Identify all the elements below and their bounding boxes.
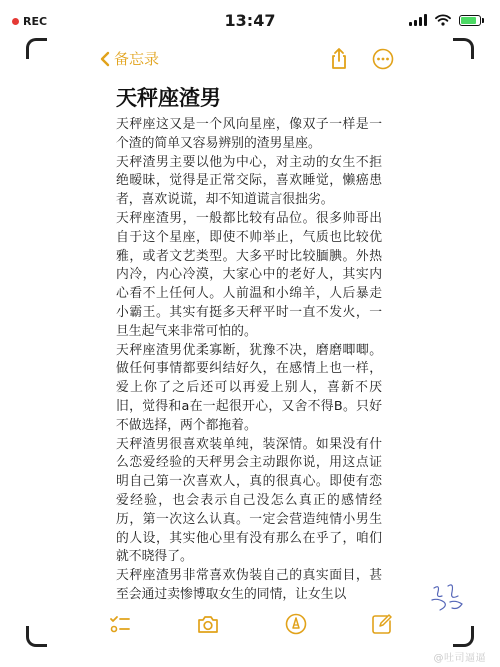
status-bar [0, 0, 500, 40]
rec-label: REC [23, 15, 48, 28]
checklist-button[interactable] [108, 612, 132, 636]
share-icon [330, 48, 348, 70]
camera-button[interactable] [196, 612, 220, 636]
note-paragraph: 天秤座这又是一个风向星座，像双子一样是一个渣的简单又容易辨别的渣男星座。 [116, 117, 382, 151]
note-title: 天秤座渣男 [116, 86, 221, 110]
wifi-icon [435, 14, 451, 26]
back-button[interactable] [100, 48, 159, 69]
pen-circle-icon [285, 613, 307, 635]
markup-button[interactable] [284, 612, 308, 636]
share-button[interactable] [326, 46, 352, 72]
note-paragraph: 天秤座渣男非常喜欢伪装自己的真实面目，甚至会通过卖惨博取女生的同情，让女生以 [116, 568, 382, 602]
chevron-left-icon [100, 51, 110, 67]
watermark: @吐司逼逼 [433, 653, 486, 664]
clock: 13:47 [224, 11, 276, 30]
more-button[interactable] [370, 46, 396, 72]
note-paragraph: 天秤座渣男，一般都比较有品位。很多帅哥出自于这个星座，即使不帅举止，气质也比较优雅，或者文艺类型。大多平时比较腼腆。外热内冷，内心冷漠，大家心中的老好人，其实内心看不上任何人。人前温和小绵羊，人后暴走小霸王。其实有挺多天秤平时一直不发火，一旦生起气来非常可怕的。 [116, 210, 382, 339]
battery-fill [461, 17, 476, 24]
note-body[interactable] [116, 84, 382, 606]
more-icon [372, 48, 394, 70]
camera-icon [196, 614, 220, 634]
back-label: 备忘录 [114, 50, 160, 68]
note-paragraph: 天秤座渣男优柔寡断，犹豫不决，磨磨唧唧。做任何事情都要纠结好久，在感情上也一样，爱上你了之后还可以再爱上别人，喜新不厌旧，觉得和a在一起很开心，又舍不得B。只好不做选择，两个都拖着。 [116, 342, 382, 433]
battery-icon [459, 15, 484, 26]
status-icons [409, 14, 484, 26]
signal-icon [409, 14, 427, 26]
note-paragraph: 天秤渣男很喜欢装单纯，装深情。如果没有什么恋爱经验的天秤男会主动跟你说，用这点证明自己第一次喜欢人，真的很真心。即使有恋爱经验，也会表示自己没怎么真正的感情经历，第一次这么认真。一定会营造纯情小男生的人设，其实他心里有没有那么在乎了，咱们就不晓得了。 [116, 436, 382, 565]
nav-bar [0, 44, 500, 76]
bottom-toolbar [0, 608, 500, 638]
compose-button[interactable] [370, 612, 394, 636]
compose-icon [371, 613, 393, 635]
note-paragraph: 天秤渣男主要以他为中心，对主动的女生不拒绝暧昧，觉得是正常交际，喜欢睡觉，懒癌患者，喜欢说谎，却不知道谎言很拙劣。 [116, 154, 382, 208]
checklist-icon [109, 614, 131, 634]
